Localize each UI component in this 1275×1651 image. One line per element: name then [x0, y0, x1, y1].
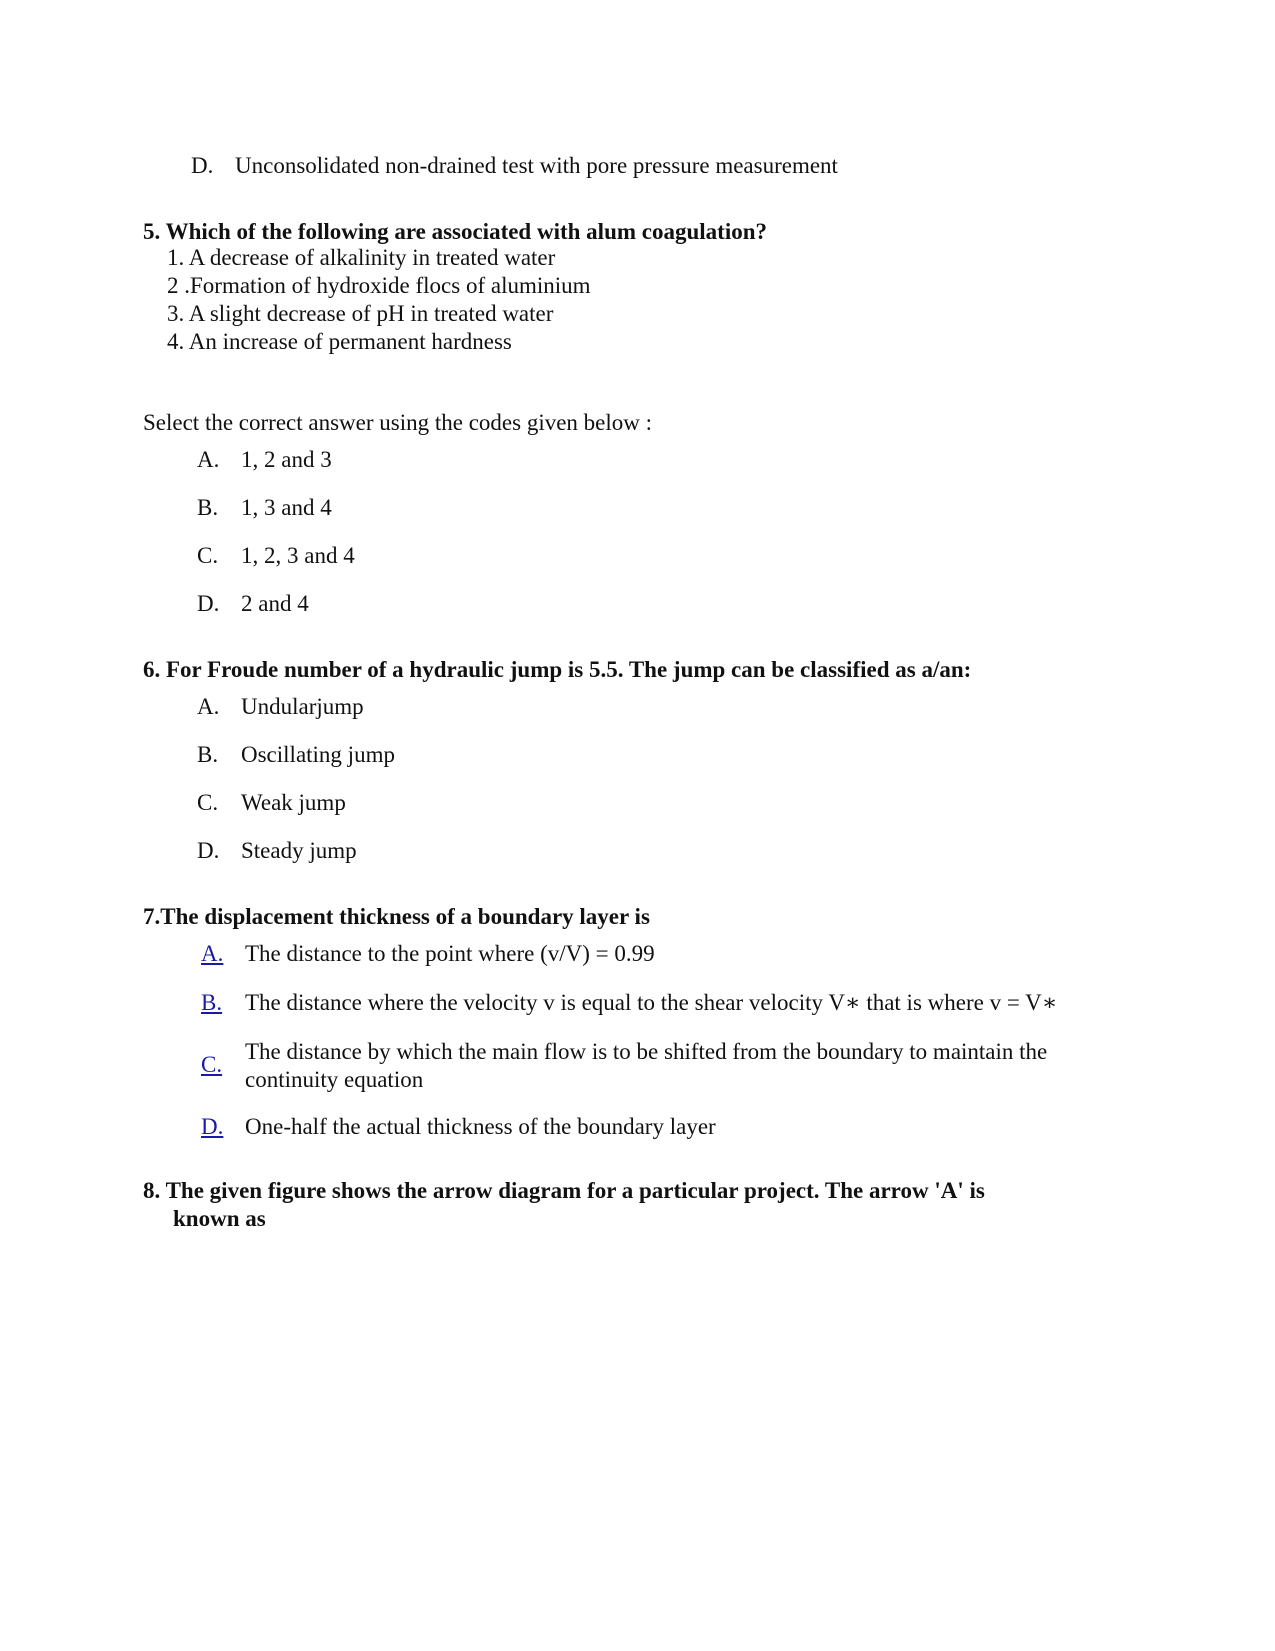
q6-option-a-letter: A. [197, 694, 220, 719]
q7-option-b-link[interactable]: B. [201, 990, 223, 1015]
statement-item: 3. A slight decrease of pH in treated water [167, 301, 554, 326]
q5-option-d-text: 2 and 4 [241, 591, 309, 616]
q5-option-d-letter: D. [197, 591, 220, 616]
q4-option-d-letter: D. [191, 153, 214, 178]
q5-option-c-text: 1, 2, 3 and 4 [241, 543, 355, 568]
q6-option-a-text: Undularjump [241, 694, 364, 719]
q5-option-a-letter: A. [197, 447, 220, 472]
q7-option-c-link[interactable]: C. [201, 1052, 223, 1077]
question-5-instruction: Select the correct answer using the codes given below : [143, 410, 653, 435]
q4-option-d-text: Unconsolidated non-drained test with pore pressure measurement [235, 153, 838, 178]
question-8-title-line-1: 8. The given figure shows the arrow diagram for a particular project. The arrow 'A' is [143, 1178, 985, 1203]
q7-option-c-text: The distance by which the main flow is to be shifted from the boundary to maintain the continuity equation [245, 1039, 1048, 1092]
q7-option-d-link[interactable]: D. [201, 1114, 224, 1139]
question-8-title-line-2: known as [173, 1206, 266, 1231]
q6-option-c-letter: C. [197, 790, 219, 815]
q6-option-d-text: Steady jump [241, 838, 357, 863]
q6-option-b-letter: B. [197, 742, 219, 767]
q6-option-b-text: Oscillating jump [241, 742, 395, 767]
q7-option-a-link[interactable]: A. [201, 941, 224, 966]
question-6-title: 6. For Froude number of a hydraulic jump is 5.5. The jump can be classified as a/an: [143, 657, 972, 682]
q5-option-b-letter: B. [197, 495, 219, 520]
q7-option-b-text: The distance where the velocity v is equal to the shear velocity V∗ that is where v = V∗ [245, 990, 1058, 1015]
statement-item: 4. An increase of permanent hardness [167, 329, 512, 354]
q5-option-b-text: 1, 3 and 4 [241, 495, 332, 520]
q6-option-d-letter: D. [197, 838, 220, 863]
question-5-statement-list [167, 244, 591, 356]
statement-item: 2 .Formation of hydroxide flocs of aluminium [167, 273, 591, 298]
q6-option-c-text: Weak jump [241, 790, 346, 815]
question-7-title: 7.The displacement thickness of a boundary layer is [143, 904, 650, 929]
q5-option-a-text: 1, 2 and 3 [241, 447, 332, 472]
q7-option-d-text: One-half the actual thickness of the boundary layer [245, 1114, 716, 1139]
statement-item: 1. A decrease of alkalinity in treated water [167, 245, 556, 270]
q5-option-c-letter: C. [197, 543, 219, 568]
q7-option-a-text: The distance to the point where (v/V) = 0.99 [245, 941, 655, 966]
question-5-title: 5. Which of the following are associated with alum coagulation? [143, 219, 767, 244]
